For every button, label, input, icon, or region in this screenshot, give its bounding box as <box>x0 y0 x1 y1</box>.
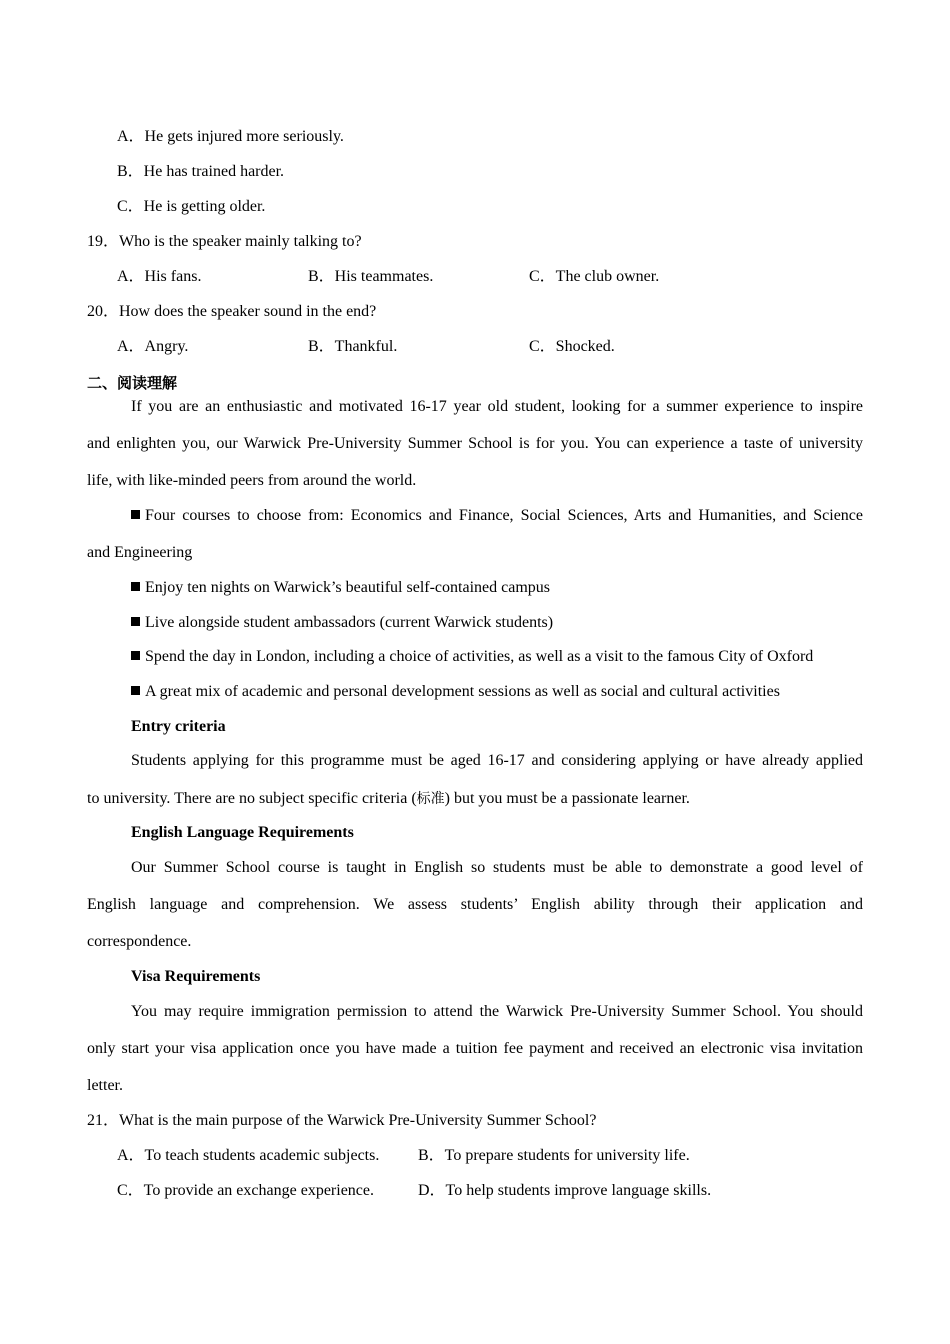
q19-option-b: B．His teammates. <box>308 268 434 285</box>
english-requirements-line-1: Our Summer School course is taught in English so students must be able to demonstrate a good level of <box>131 859 863 876</box>
passage-intro-line-2: and enlighten you, our Warwick Pre-University Summer School is for you. You can experience a taste of university <box>87 435 863 452</box>
entry-criteria-heading: Entry criteria <box>131 718 226 735</box>
bullet-item-london: Spend the day in London, including a choice of activities, as well as a visit to the famous City of Oxford <box>131 646 863 668</box>
bullet-square-icon <box>131 651 140 660</box>
bullet-square-icon <box>131 617 140 626</box>
q21-option-d: D．To help students improve language skills. <box>418 1182 712 1199</box>
q20-question: 20．How does the speaker sound in the end? <box>87 303 377 320</box>
q21-option-c: C．To provide an exchange experience. <box>117 1182 374 1199</box>
q18-option-b: B．He has trained harder. <box>117 163 285 180</box>
bullet-square-icon <box>131 686 140 695</box>
q21-question: 21．What is the main purpose of the Warwick Pre-University Summer School? <box>87 1112 597 1129</box>
section-heading: 二、阅读理解 <box>87 374 178 392</box>
bullet-square-icon <box>131 510 140 519</box>
q20-option-b: B．Thankful. <box>308 338 398 355</box>
q21-option-a: A．To teach students academic subjects. <box>117 1147 380 1164</box>
english-requirements-heading: English Language Requirements <box>131 824 354 841</box>
passage-intro-line-3: life, with like-minded peers from around the world. <box>87 472 417 489</box>
bullet-item-campus: Enjoy ten nights on Warwick’s beautiful self-contained campus <box>131 577 863 599</box>
q18-option-a: A．He gets injured more seriously. <box>117 128 344 145</box>
q21-option-b: B．To prepare students for university life. <box>418 1147 690 1164</box>
q19-option-a: A．His fans. <box>117 268 202 285</box>
english-requirements-line-2: English language and comprehension. We assess students’ English ability through their application and <box>87 896 863 913</box>
q19-question: 19．Who is the speaker mainly talking to? <box>87 233 362 250</box>
q20-option-a: A．Angry. <box>117 338 189 355</box>
bullet-item-mix: A great mix of academic and personal development sessions as well as social and cultural activities <box>131 681 863 703</box>
bullet-item-courses-cont: and Engineering <box>87 544 193 561</box>
passage-intro-line-1: If you are an enthusiastic and motivated 16-17 year old student, looking for a summer experience to inspire <box>131 398 863 415</box>
q19-option-c: C．The club owner. <box>529 268 660 285</box>
visa-requirements-line-2: only start your visa application once you have made a tuition fee payment and received an electronic visa invitation <box>87 1040 863 1057</box>
bullet-item-courses: Four courses to choose from: Economics and Finance, Social Sciences, Arts and Humanities, and Science <box>131 505 863 527</box>
entry-criteria-line-2: to university. There are no subject specific criteria (标准) but you must be a passionate learner. <box>87 790 690 807</box>
q18-option-c: C．He is getting older. <box>117 198 266 215</box>
bullet-item-ambassadors: Live alongside student ambassadors (current Warwick students) <box>131 612 863 634</box>
entry-criteria-line-1: Students applying for this programme must be aged 16-17 and considering applying or have already applied <box>131 752 863 769</box>
q20-option-c: C．Shocked. <box>529 338 615 355</box>
bullet-square-icon <box>131 582 140 591</box>
visa-requirements-heading: Visa Requirements <box>131 968 261 985</box>
visa-requirements-line-1: You may require immigration permission to attend the Warwick Pre-University Summer School. You should <box>131 1003 863 1020</box>
english-requirements-line-3: correspondence. <box>87 933 192 950</box>
visa-requirements-line-3: letter. <box>87 1077 123 1094</box>
